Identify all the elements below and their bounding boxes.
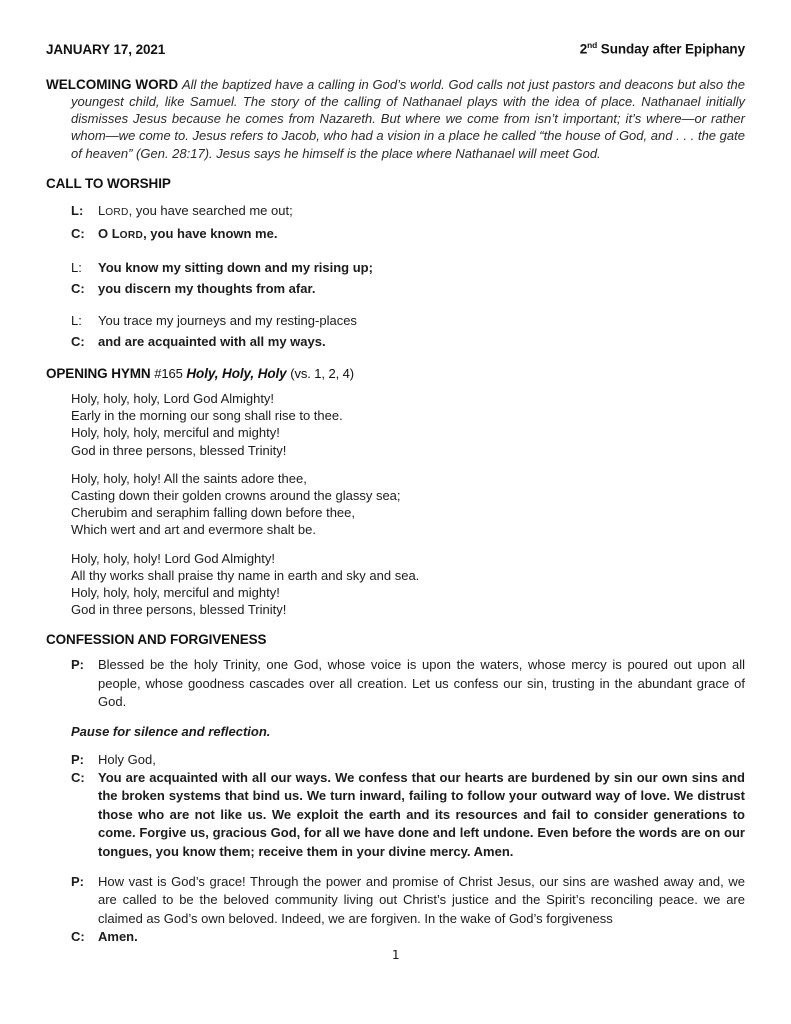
- dialogue-text: Blessed be the holy Trinity, one God, whose voice is upon the waters, whose mercy is poured out upon all people, whose goodness cascades over all creation. Let us confess our sin, trusting in the abundant grace of God.: [98, 657, 745, 710]
- hymn-line: Holy, holy, holy, merciful and mighty!: [71, 585, 280, 601]
- opening-hymn-title: Holy, Holy, Holy: [186, 365, 287, 381]
- opening-hymn-verses: [46, 390, 745, 618]
- versicle-label: C:: [71, 225, 85, 241]
- page-footer: [0, 947, 791, 962]
- dialogue-line: [71, 769, 745, 861]
- dialogue-group: [71, 751, 745, 861]
- versicle-group: [71, 310, 745, 352]
- call-to-worship-heading: CALL TO WORSHIP: [46, 175, 171, 191]
- versicle-label: L:: [71, 259, 82, 275]
- opening-hymn-label: OPENING HYMN: [46, 365, 151, 381]
- versicle-label: L:: [71, 312, 82, 328]
- dialogue-label: P:: [71, 751, 84, 767]
- dialogue-label: C:: [71, 929, 85, 945]
- call-to-worship-versicles: [46, 200, 745, 352]
- hymn-line: Casting down their golden crowns around the glassy sea;: [71, 488, 401, 503]
- dialogue-text: How vast is God’s grace! Through the power and promise of Christ Jesus, our sins are washed away and, we are called to be the beloved community living out Christ’s justice and the Spirit’s reconciling peace. we are claimed as God’s own beloved. Indeed, we are forgiven. In the wake of God’s forgiveness: [98, 874, 745, 926]
- dialogue-text: Amen.: [98, 929, 138, 945]
- opening-hymn-heading: [46, 366, 745, 381]
- versicle-line: [71, 257, 745, 278]
- text-segment: you discern my thoughts from afar.: [98, 280, 316, 296]
- versicle-text: [98, 331, 326, 352]
- versicle-text: [98, 223, 277, 246]
- dialogue-label: P:: [71, 657, 84, 673]
- hymn-line: Early in the morning our song shall rise to thee.: [71, 408, 343, 424]
- hymn-line: Cherubim and seraphim falling down before thee,: [71, 505, 356, 521]
- call-to-worship-section: [46, 176, 745, 352]
- dialogue-line: [71, 928, 745, 946]
- confession-dialogue: [46, 656, 745, 946]
- rubric: Pause for silence and reflection.: [71, 723, 271, 739]
- versicle-line: [71, 278, 745, 299]
- versicle-group: [71, 257, 745, 299]
- dialogue-group: [71, 656, 745, 711]
- hymn-verse: [71, 550, 745, 619]
- welcoming-word-section: [46, 76, 745, 162]
- versicle-label: C:: [71, 280, 85, 296]
- text-segment: You know my sitting down and my rising up;: [98, 259, 373, 275]
- welcoming-word-paragraph: [46, 76, 745, 162]
- service-title-rest: Sunday after Epiphany: [597, 41, 745, 57]
- hymn-verse: [71, 390, 745, 459]
- text-segment: , you have known me.: [143, 225, 278, 241]
- dialogue-label: P:: [71, 874, 84, 890]
- page-number: 1: [391, 947, 400, 962]
- text-segment: and are acquainted with all my ways.: [98, 333, 326, 349]
- versicle-line: [71, 200, 745, 223]
- hymn-line: God in three persons, blessed Trinity!: [71, 442, 287, 458]
- hymn-line: Which wert and art and evermore shalt be.: [71, 522, 316, 538]
- welcoming-word-heading: WELCOMING WORD: [46, 76, 179, 92]
- hymn-line: All thy works shall praise thy name in earth and sky and sea.: [71, 567, 420, 583]
- opening-hymn-verses-note: (vs. 1, 2, 4): [290, 365, 354, 381]
- text-segment: O L: [98, 225, 120, 241]
- dialogue-line: [71, 656, 745, 711]
- service-title-number: 2: [579, 41, 588, 57]
- versicle-text: [98, 310, 357, 331]
- hymn-verse: [71, 470, 745, 539]
- text-segment: L: [98, 202, 106, 218]
- hymn-line: Holy, holy, holy, Lord God Almighty!: [71, 390, 275, 406]
- text-segment: You trace my journeys and my resting-places: [98, 312, 357, 328]
- smallcaps-text: ORD: [119, 229, 144, 241]
- dialogue-line: [71, 751, 745, 769]
- dialogue-text: You are acquainted with all our ways. We confess that our hearts are burdened by sin our own sins and the broken systems that bind us. We turn inward, failing to follow your outward way of love. We distrust those who are not like us. We exploit the earth and its resources and fail to consider generations to come. Forgive us, gracious God, for all we have done and left undone. Even before the words are on our tongues, you know them; receive them in your divine mercy. Amen.: [98, 770, 745, 859]
- versicle-group: [71, 200, 745, 246]
- document-header: [46, 40, 745, 57]
- opening-hymn-number: #165: [154, 365, 183, 381]
- dialogue-text: Holy God,: [98, 751, 156, 767]
- service-title-ordinal: nd: [587, 40, 598, 50]
- service-date: JANUARY 17, 2021: [46, 41, 166, 57]
- confession-heading: CONFESSION AND FORGIVENESS: [46, 632, 267, 648]
- versicle-text: [98, 278, 315, 299]
- versicle-line: [71, 223, 745, 246]
- dialogue-line: [71, 873, 745, 928]
- dialogue-group: [71, 873, 745, 947]
- versicle-label: L:: [71, 202, 84, 218]
- hymn-line: Holy, holy, holy, merciful and mighty!: [71, 425, 280, 441]
- hymn-line: Holy, holy, holy! Lord God Almighty!: [71, 550, 276, 566]
- versicle-line: [71, 331, 745, 352]
- opening-hymn-section: [46, 366, 745, 618]
- confession-section: [46, 632, 745, 946]
- hymn-line: Holy, holy, holy! All the saints adore thee,: [71, 470, 307, 486]
- text-segment: , you have searched me out;: [128, 202, 293, 218]
- service-title: [580, 40, 745, 57]
- versicle-line: [71, 310, 745, 331]
- versicle-label: C:: [71, 333, 85, 349]
- dialogue-label: C:: [71, 770, 85, 786]
- versicle-text: [98, 257, 373, 278]
- welcoming-word-text: All the baptized have a calling in God’s world. God calls not just pastors and deacons but also the youngest child, like Samuel. The story of the calling of Nathanael plays with the idea of place. Nathanael initially dismisses Jesus because he comes from Nazareth. But where we come from isn’t important; it’s where—or rather whom—we come to. Jesus refers to Jacob, who had a vision in a place he called “the house of God, and . . . the gate of heaven” (Gen. 28:17). Jesus says he himself is the place where Nathanael will meet God.: [71, 76, 745, 161]
- versicle-text: [98, 200, 293, 223]
- hymn-line: God in three persons, blessed Trinity!: [71, 602, 287, 618]
- smallcaps-text: ORD: [105, 206, 129, 218]
